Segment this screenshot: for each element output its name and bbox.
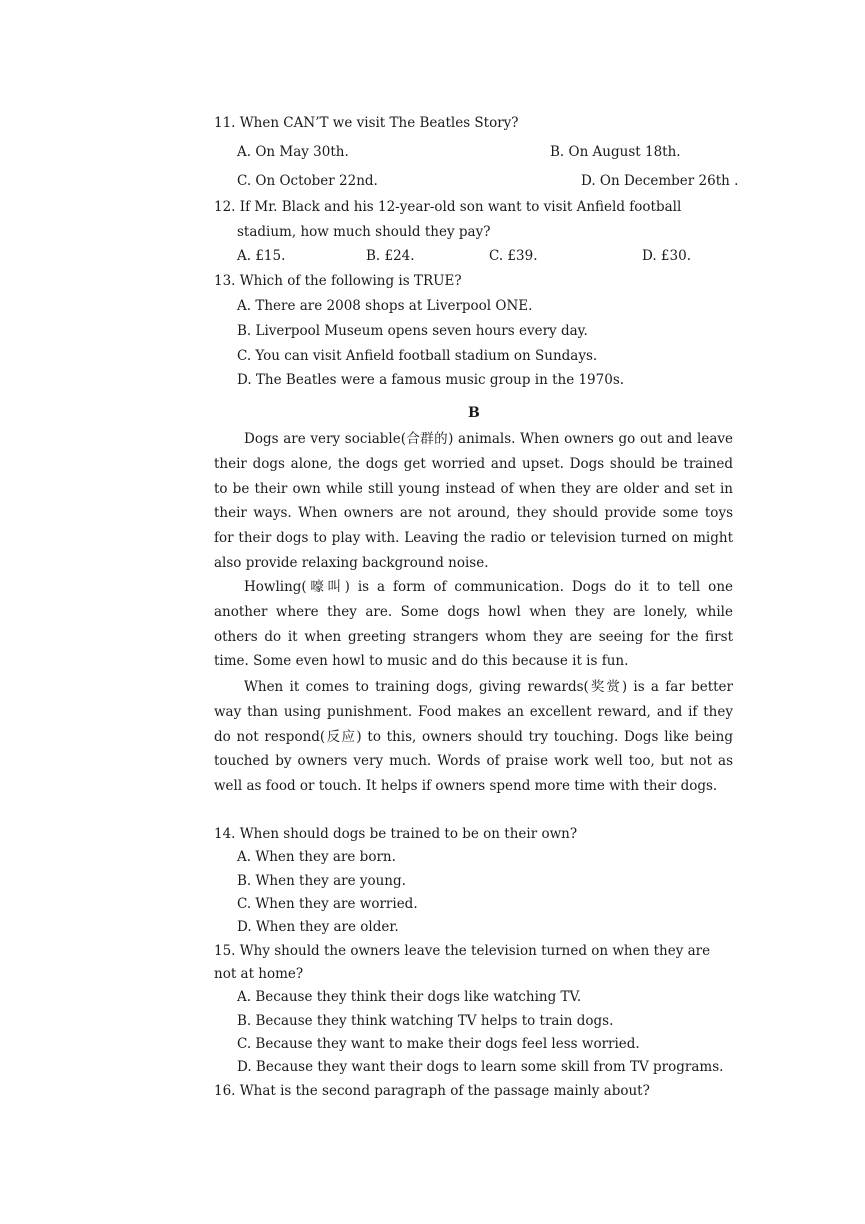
question-13-option-b: B. Liverpool Museum opens seven hours every day. (237, 323, 588, 339)
question-13-option-c: C. You can visit Anfield football stadium on Sundays. (237, 348, 598, 364)
question-11-option-b: B. On August 18th. (550, 144, 681, 160)
question-14-option-d: D. When they are older. (237, 919, 399, 935)
question-11-option-c: C. On October 22nd. (237, 173, 378, 189)
question-15-option-a: A. Because they think their dogs like watching TV. (237, 989, 582, 1005)
passage-paragraph-2: Howling(嚎叫) is a form of communication. Dogs do it to tell one another where they are. Some dogs howl when they are lonely, while others do it when greeting strangers whom they are seeing for the first time. Some even howl to music and do this because it is fun. (214, 579, 733, 670)
question-15-stem-line1: 15. Why should the owners leave the television turned on when they are (214, 943, 711, 959)
question-12-option-c: C. £39. (489, 248, 538, 264)
passage-paragraph-3: When it comes to training dogs, giving rewards(奖赏) is a far better way than using punishment. Food makes an excellent reward, and if they do not respond(反应) to this, owners should try touching. Dogs like being touched by owners very much. Words of praise work well too, but not as well as food or touch. It helps if owners spend more time with their dogs. (214, 679, 733, 795)
question-12-option-d: D. £30. (642, 248, 691, 264)
question-15-option-c: C. Because they want to make their dogs feel less worried. (237, 1036, 640, 1052)
question-16-stem: 16. What is the second paragraph of the passage mainly about? (214, 1083, 650, 1099)
question-14-option-b: B. When they are young. (237, 873, 406, 889)
question-14-option-c: C. When they are worried. (237, 896, 418, 912)
question-11-stem: 11. When CAN’T we visit The Beatles Story? (214, 115, 519, 131)
question-15-stem-line2: not at home? (214, 966, 304, 982)
question-13-option-a: A. There are 2008 shops at Liverpool ONE. (237, 298, 533, 314)
question-14-option-a: A. When they are born. (237, 849, 396, 865)
question-13-option-d: D. The Beatles were a famous music group in the 1970s. (237, 372, 625, 388)
section-b-heading: B (468, 405, 480, 421)
question-12-stem-line1: 12. If Mr. Black and his 12-year-old son want to visit Anfield football (214, 199, 682, 215)
passage-paragraph-1: Dogs are very sociable(合群的) animals. When owners go out and leave their dogs alone, the dogs get worried and upset. Dogs should be trained to be their own while still young instead of when they are older and set in their ways. When owners are not around, they should provide some toys for their dogs to play with. Leaving the radio or television turned on might also provide relaxing background noise. (214, 431, 733, 571)
question-15-option-b: B. Because they think watching TV helps to train dogs. (237, 1013, 614, 1029)
question-13-stem: 13. Which of the following is TRUE? (214, 273, 462, 289)
question-11-option-d: D. On December 26th . (581, 173, 739, 189)
question-12-option-b: B. £24. (366, 248, 415, 264)
question-14-stem: 14. When should dogs be trained to be on their own? (214, 826, 578, 842)
question-12-option-a: A. £15. (237, 248, 286, 264)
question-15-option-d: D. Because they want their dogs to learn some skill from TV programs. (237, 1059, 724, 1075)
question-11-option-a: A. On May 30th. (237, 144, 349, 160)
question-12-stem-line2: stadium, how much should they pay? (237, 224, 491, 240)
